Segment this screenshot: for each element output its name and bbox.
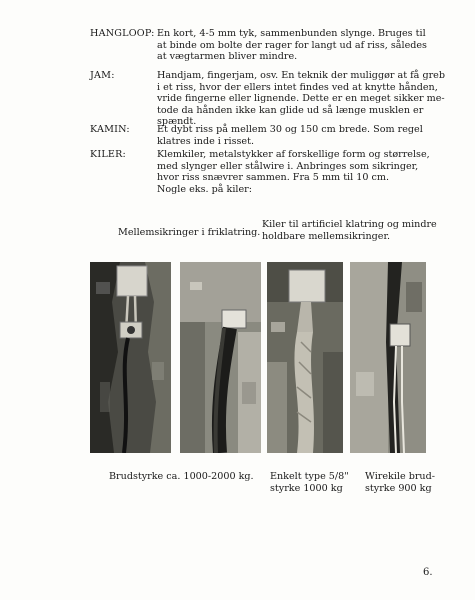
glossary-term: HANGLOOP: xyxy=(90,28,155,39)
caption-right-bottom: Wirekile brud- styrke 900 kg xyxy=(365,471,435,494)
photo-nut-tape-sling xyxy=(267,262,343,453)
glossary-definition: Et dybt riss på mellem 30 og 150 cm brede. Som regel klatres inde i risset. xyxy=(157,124,423,147)
caption-right-heading: Kiler til artificiel klatring og mindre holdbare mellemsikringer. xyxy=(262,219,437,242)
glossary-definition: Handjam, fingerjam, osv. En teknik der muliggør at få greb i et riss, hvor der ellers intet findes ved at knytte hånden, vride fingerne eller lignende. Dette er en meget sikker me- tode da hånden ikke kan glide ud så længe musklen er spændt. xyxy=(157,70,445,127)
photo-nut-sling-thin xyxy=(90,262,171,453)
glossary-definition: Klemkiler, metalstykker af forskellige form og størrelse, med slynger eller stålwire i. Anbringes som sikringer, hvor riss snævrer sammen. Fra 5 mm til 10 cm. Nogle eks. på kiler: xyxy=(157,149,430,195)
caption-left-heading: Mellemsikringer i friklatring. xyxy=(118,227,261,238)
photo-nut-sling-wide xyxy=(180,262,261,453)
glossary-definition: En kort, 4-5 mm tyk, sammenbunden slynge. Bruges til at binde om bolte der rager for langt ud af riss, således at vægtarmen bliver mindre. xyxy=(157,28,427,62)
glossary-term: JAM: xyxy=(90,70,115,81)
caption-mid-bottom: Enkelt type 5/8" styrke 1000 kg xyxy=(270,471,349,494)
page-number: 6. xyxy=(423,567,433,578)
glossary-term: KAMIN: xyxy=(90,124,130,135)
photo-wire-nut xyxy=(350,262,426,453)
glossary-term: KILER: xyxy=(90,149,126,160)
caption-left-bottom: Brudstyrke ca. 1000-2000 kg. xyxy=(109,471,254,482)
